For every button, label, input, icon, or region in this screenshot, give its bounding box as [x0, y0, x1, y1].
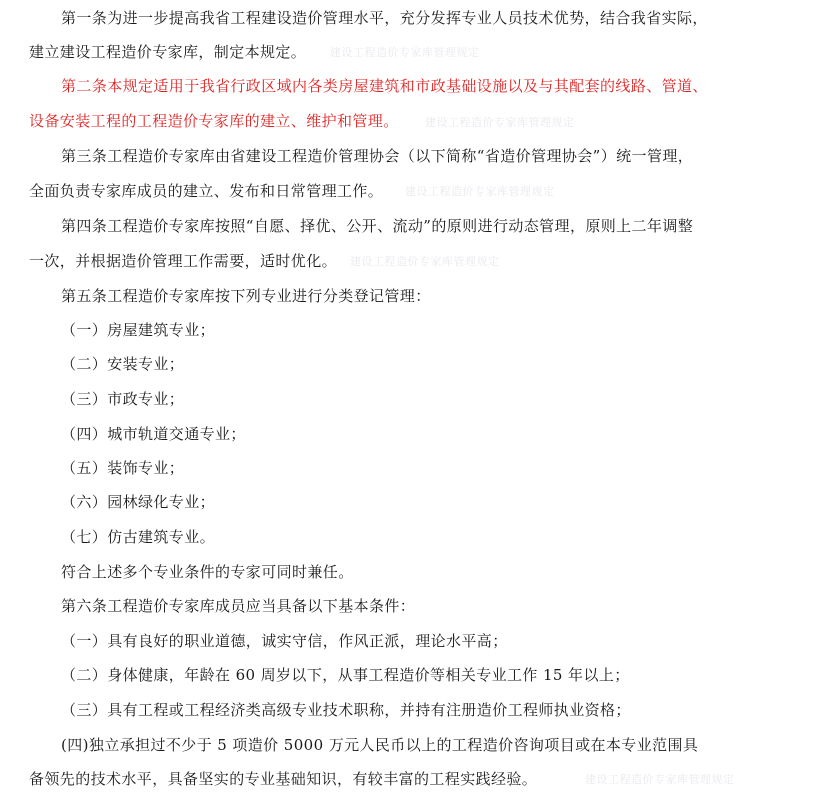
condition-1: （一）具有良好的职业道德，诚实守信，作风正派，理论水平高；: [61, 632, 508, 650]
article-1-line-1: 第一条为进一步提高我省工程建设造价管理水平，充分发挥专业人员技术优势，结合我省实际，: [61, 9, 708, 27]
watermark-text: 建设工程造价专家库管理规定: [585, 773, 735, 786]
list-item-7: （七）仿古建筑专业。: [61, 528, 216, 546]
condition-2: （二）身体健康，年龄在 60 周岁以下，从事工程造价等相关专业工作 15 年以上；: [61, 666, 630, 684]
condition-3: （三）具有工程或工程经济类高级专业技术职称，并持有注册造价工程师执业资格；: [61, 701, 631, 719]
watermark-text: 建设工程造价专家库管理规定: [350, 255, 500, 268]
article-5-heading: 第五条工程造价专家库按下列专业进行分类登记管理：: [61, 287, 431, 305]
list-item-1: （一）房屋建筑专业；: [61, 321, 216, 339]
article-3-line-2: 全面负责专家库成员的建立、发布和日常管理工作。: [29, 182, 384, 200]
watermark-text: 建设工程造价专家库管理规定: [425, 116, 575, 129]
list-item-4: （四）城市轨道交通专业；: [61, 425, 246, 443]
article-4-line-1: 第四条工程造价专家库按照“自愿、择优、公开、流动”的原则进行动态管理，原则上二年调整: [61, 217, 694, 235]
list-item-6: （六）园林绿化专业；: [61, 493, 216, 511]
concurrent-note: 符合上述多个专业条件的专家可同时兼任。: [61, 563, 354, 581]
article-3-line-1: 第三条工程造价专家库由省建设工程造价管理协会（以下简称“省造价管理协会”）统一管理，: [61, 147, 694, 165]
article-4-line-2: 一次，并根据造价管理工作需要，适时优化。: [29, 252, 338, 270]
article-6-heading: 第六条工程造价专家库成员应当具备以下基本条件：: [61, 597, 416, 615]
article-2-line-1: 第二条本规定适用于我省行政区域内各类房屋建筑和市政基础设施以及与其配套的线路、管道、: [61, 77, 708, 95]
article-2-line-2: 设备安装工程的工程造价专家库的建立、维护和管理。: [29, 112, 399, 130]
list-item-2: （二）安装专业；: [61, 355, 185, 373]
article-1-line-2: 建立建设工程造价专家库，制定本规定。: [29, 43, 307, 61]
condition-4-line-2: 备领先的技术水平，具备坚实的专业基础知识，有较丰富的工程实践经验。: [29, 770, 538, 788]
list-item-5: （五）装饰专业；: [61, 459, 185, 477]
condition-4-line-1: (四)独立承担过不少于 5 项造价 5000 万元人民币以上的工程造价咨询项目或在本专业范围具: [61, 736, 699, 754]
watermark-text: 建设工程造价专家库管理规定: [405, 185, 555, 198]
list-item-3: （三）市政专业；: [61, 390, 185, 408]
watermark-text: 建设工程造价专家库管理规定: [330, 46, 480, 59]
